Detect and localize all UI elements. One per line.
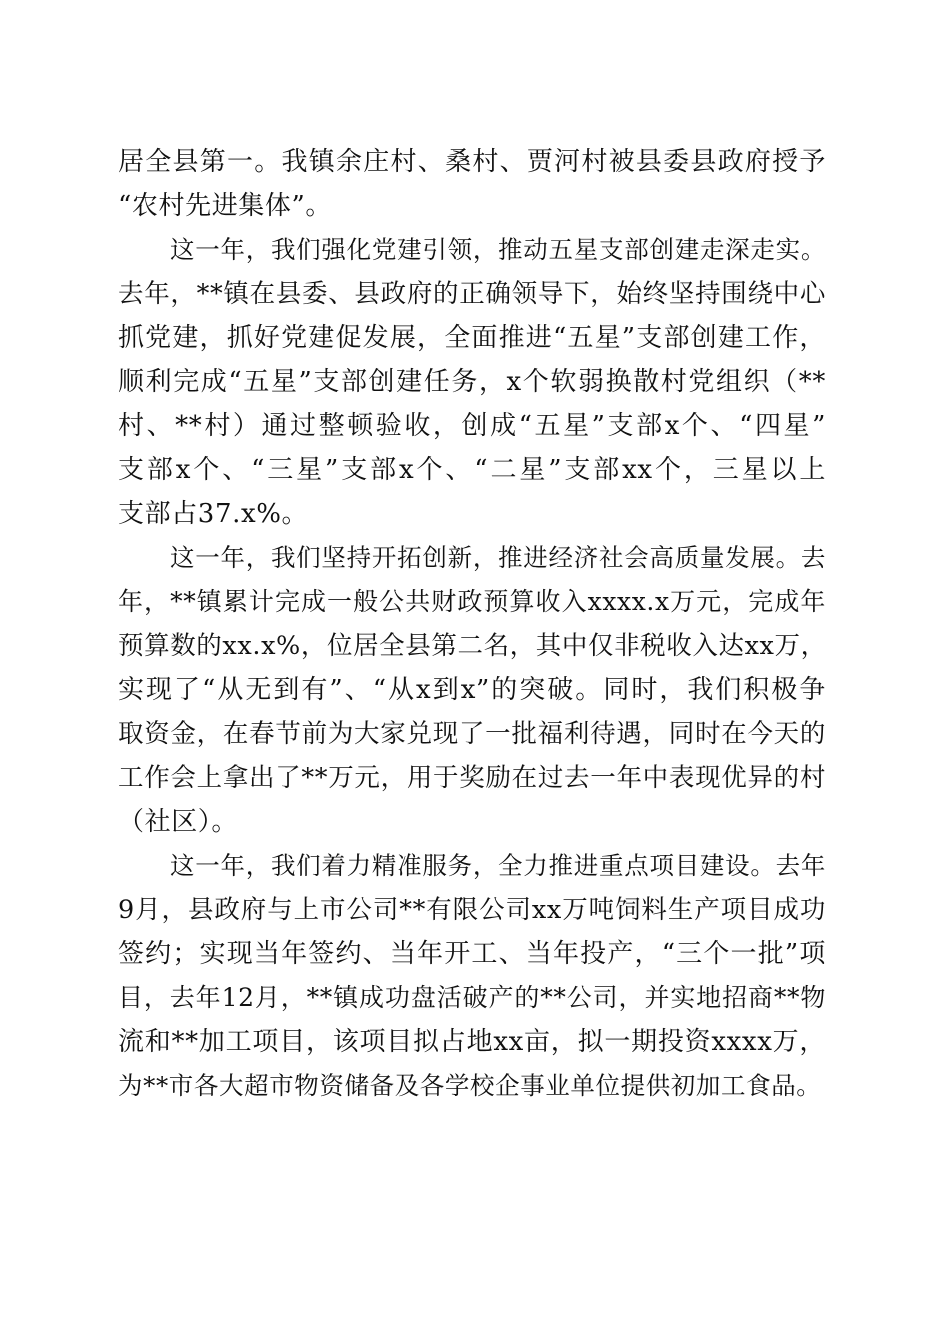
- paragraph-1: [118, 140, 826, 228]
- text-line: 签约；实现当年签约、当年开工、当年投产，“三个一批”项: [118, 939, 826, 969]
- text-line: 这一年，我们着力精准服务，全力推进重点项目建设。去年: [170, 851, 826, 880]
- text-line: “农村先进集体”。: [118, 191, 332, 221]
- paragraph-3: [118, 536, 826, 844]
- text-line: 去年，**镇在县委、县政府的正确领导下，始终坚持围绕中心: [118, 279, 826, 309]
- text-line: 居全县第一。我镇余庄村、桑村、贾河村被县委县政府授予: [118, 147, 826, 177]
- text-line: 年，**镇累计完成一般公共财政预算收入xxxx.x万元，完成年: [118, 587, 826, 616]
- text-line: 目，去年12月，**镇成功盘活破产的**公司，并实地招商**物: [118, 983, 826, 1012]
- text-line: 这一年，我们强化党建引领，推动五星支部创建走深走实。: [170, 235, 826, 264]
- text-line: 抓党建，抓好党建促发展，全面推进“五星”支部创建工作，: [118, 323, 826, 353]
- text-line: （社区）。: [118, 807, 239, 837]
- text-line: 这一年，我们坚持开拓创新，推进经济社会高质量发展。去: [170, 543, 826, 572]
- text-line: 实现了“从无到有”、“从x到x”的突破。同时，我们积极争: [118, 675, 826, 705]
- text-line: 流和**加工项目，该项目拟占地xx亩，拟一期投资xxxx万，: [118, 1027, 826, 1057]
- text-line: 9月，县政府与上市公司**有限公司xx万吨饲料生产项目成功: [118, 895, 826, 925]
- text-line: 取资金，在春节前为大家兑现了一批福利待遇，同时在今天的: [118, 719, 826, 749]
- paragraph-4: [118, 844, 826, 1108]
- text-line: 支部占37.x%。: [118, 499, 309, 529]
- text-line: 顺利完成“五星”支部创建任务，x个软弱换散村党组织（**: [118, 367, 826, 397]
- text-line: 支部x个、“三星”支部x个、“二星”支部xx个，三星以上: [118, 455, 826, 485]
- text-line: 村、**村）通过整顿验收，创成“五星”支部x个、“四星”: [118, 411, 826, 441]
- text-line: 为**市各大超市物资储备及各学校企事业单位提供初加工食品。: [118, 1071, 822, 1100]
- text-line: 预算数的xx.x%，位居全县第二名，其中仅非税收入达xx万，: [118, 631, 827, 661]
- text-line: 工作会上拿出了**万元，用于奖励在过去一年中表现优异的村: [118, 763, 826, 793]
- paragraph-2: [118, 228, 826, 536]
- document-body: [118, 140, 826, 1108]
